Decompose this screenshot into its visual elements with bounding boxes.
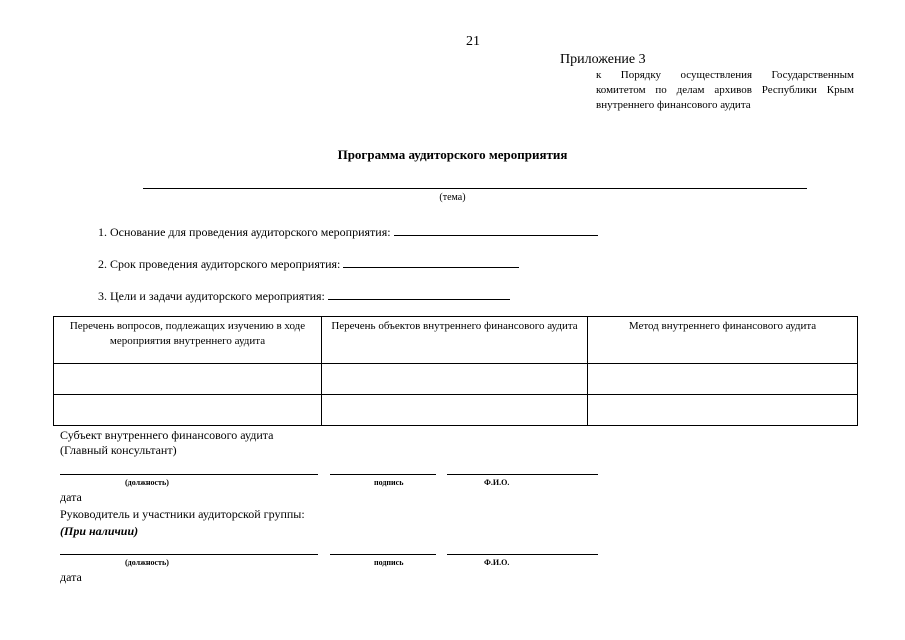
signature-line — [330, 474, 436, 475]
position-caption: (должность) — [125, 478, 169, 487]
subject-position: (Главный консультант) — [60, 443, 177, 457]
program-table — [53, 316, 858, 426]
appendix-text: к Порядку осуществления Государственным комитетом по делам архивов Республики Крым внутреннего финансового аудита — [596, 69, 854, 111]
table-cell — [322, 364, 588, 395]
name-line — [447, 474, 598, 475]
item-basis — [98, 224, 598, 240]
name-caption: Ф.И.О. — [484, 558, 510, 567]
position-caption: (должность) — [125, 558, 169, 567]
table-cell — [588, 364, 858, 395]
name-line — [447, 554, 598, 555]
table-header-questions: Перечень вопросов, подлежащих изучению в ходе мероприятия внутреннего аудита — [54, 317, 322, 364]
subject-label: Субъект внутреннего финансового аудита — [60, 428, 274, 442]
signature-caption: подпись — [374, 558, 404, 567]
item-period — [98, 256, 519, 272]
table-cell — [588, 395, 858, 426]
table-header-method: Метод внутреннего финансового аудита — [588, 317, 858, 364]
item-goals — [98, 288, 510, 304]
item-period-label: 2. Срок проведения аудиторского мероприятия: — [98, 257, 341, 271]
table-header-objects: Перечень объектов внутреннего финансового аудита — [322, 317, 588, 364]
item-goals-blank — [328, 288, 510, 300]
signature-line — [330, 554, 436, 555]
signature-caption: подпись — [374, 478, 404, 487]
item-period-blank — [343, 256, 519, 268]
group-note: (При наличии) — [60, 524, 139, 538]
item-basis-blank — [394, 224, 598, 236]
topic-caption: (тема) — [439, 192, 466, 203]
page-number: 21 — [466, 34, 480, 49]
position-line — [60, 554, 318, 555]
table-row — [54, 364, 858, 395]
document-title: Программа аудиторского мероприятия — [337, 147, 568, 162]
name-caption: Ф.И.О. — [484, 478, 510, 487]
position-line — [60, 474, 318, 475]
table-row — [54, 395, 858, 426]
item-basis-label: 1. Основание для проведения аудиторского мероприятия: — [98, 225, 391, 239]
table-cell — [54, 364, 322, 395]
group-label: Руководитель и участники аудиторской группы: — [60, 507, 305, 521]
date-label: дата — [60, 490, 82, 504]
appendix-title: Приложение 3 — [560, 52, 646, 67]
table-cell — [54, 395, 322, 426]
topic-line — [143, 188, 807, 189]
date-label: дата — [60, 570, 82, 584]
table-header-row — [54, 317, 858, 364]
table-cell — [322, 395, 588, 426]
item-goals-label: 3. Цели и задачи аудиторского мероприятия: — [98, 289, 325, 303]
